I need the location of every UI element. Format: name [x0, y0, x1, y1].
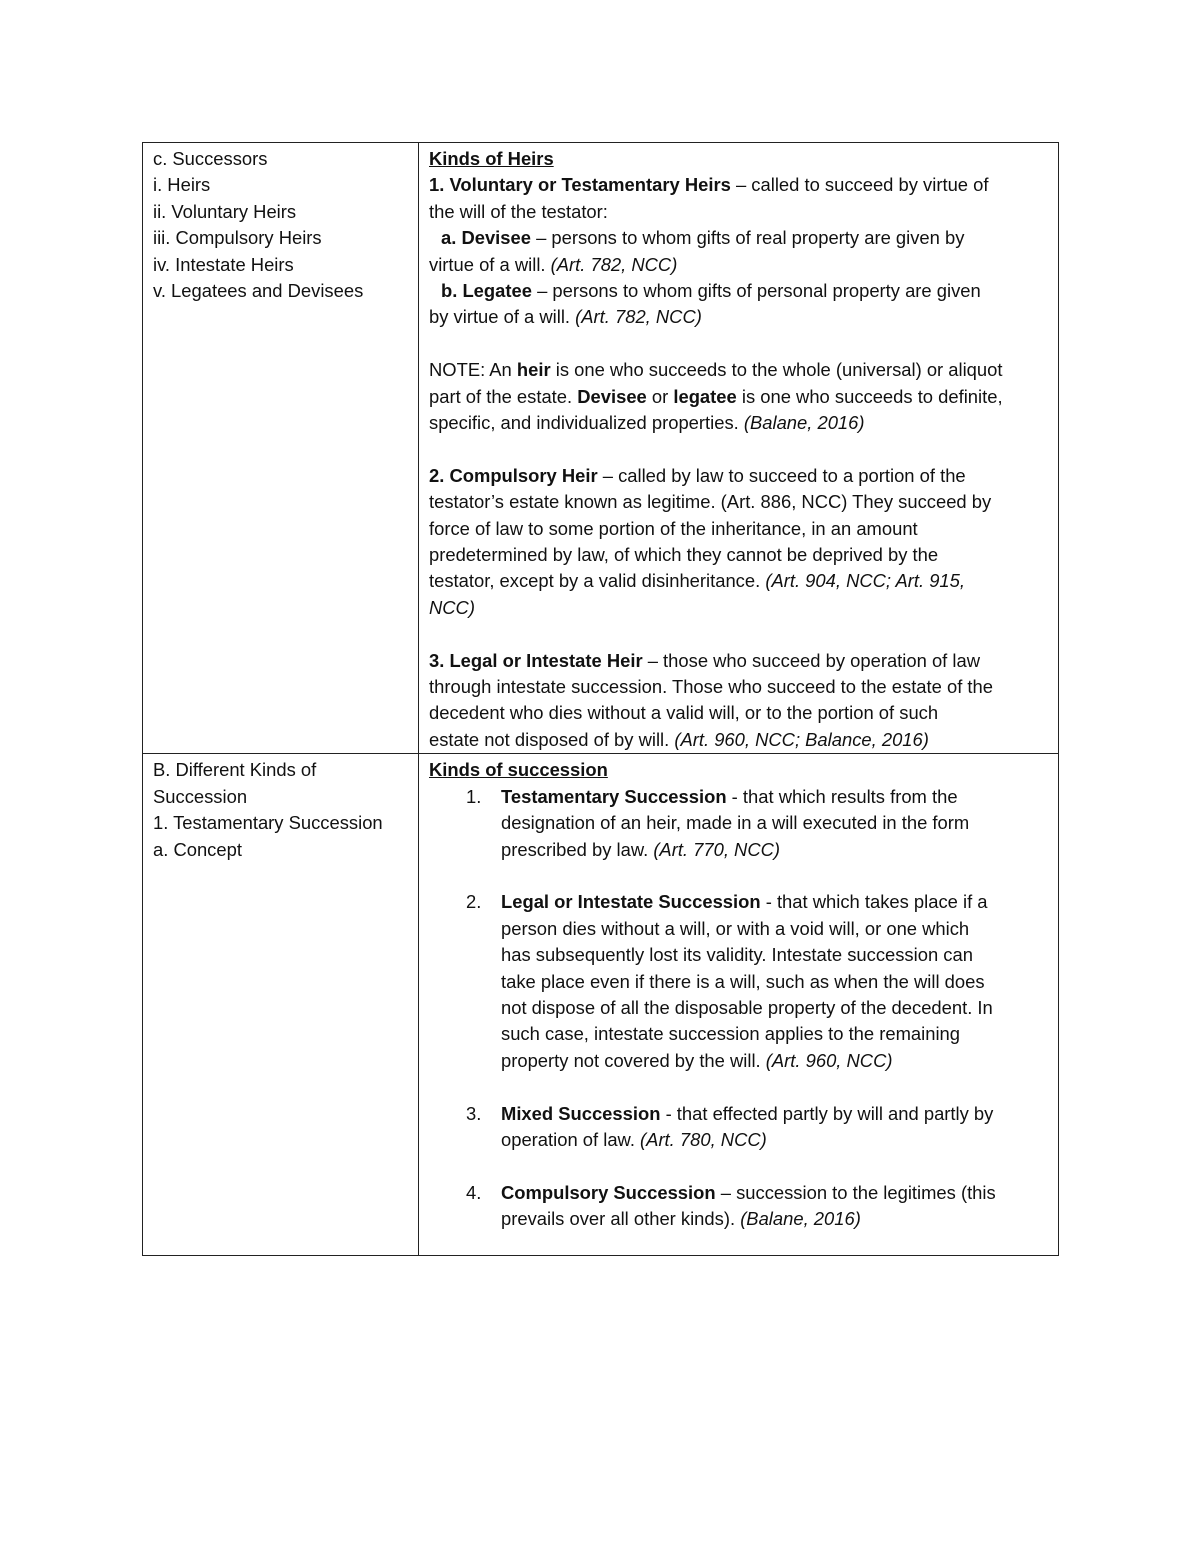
topic-line: c. Successors	[153, 148, 268, 169]
text-line	[501, 889, 1052, 915]
text-line: decedent who dies without a valid will, or to the portion of such	[429, 702, 939, 724]
text: – persons to whom gifts of personal property are given	[531, 280, 981, 302]
spacer	[429, 436, 1052, 462]
compulsory-heir-line	[429, 463, 1052, 489]
topic-cell	[143, 143, 419, 754]
text-line: has subsequently lost its validity. Intestate succession can	[501, 944, 973, 966]
topic-line: B. Different Kinds of	[153, 759, 317, 781]
text-line	[429, 304, 1052, 330]
term: Devisee	[577, 385, 647, 407]
text-line	[429, 568, 1052, 594]
citation: (Balane, 2016)	[740, 1208, 861, 1230]
text: estate not disposed of by will.	[429, 728, 675, 750]
spacer	[429, 621, 1052, 647]
text-line: predetermined by law, of which they cannot be deprived by the	[429, 544, 939, 566]
text: virtue of a will.	[429, 253, 551, 275]
citation: (Art. 780, NCC)	[640, 1128, 767, 1150]
text: or	[646, 385, 674, 407]
text: part of the estate.	[429, 385, 578, 407]
list-number: 3.	[466, 1102, 482, 1124]
section-heading: Kinds of succession	[429, 759, 608, 781]
text: – called by law to succeed to a portion of the	[597, 464, 966, 486]
table-row	[143, 143, 1059, 754]
section-heading: Kinds of Heirs	[429, 148, 554, 169]
list-item-title: Mixed Succession	[501, 1102, 661, 1124]
note-line	[429, 410, 1052, 436]
citation: (Art. 960, NCC; Balance, 2016)	[674, 728, 929, 750]
citation: (Art. 782, NCC)	[550, 253, 678, 275]
list-item-title: Compulsory Succession	[501, 1181, 716, 1203]
text: NOTE: An	[429, 359, 517, 381]
text-line	[501, 837, 1052, 863]
text: testator, except by a valid disinheritance.	[429, 570, 766, 592]
text-line	[429, 252, 1052, 278]
outline-table	[142, 142, 1059, 1256]
content-cell	[419, 143, 1059, 754]
topic-line: ii. Voluntary Heirs	[153, 200, 297, 222]
note-line	[429, 357, 1052, 383]
legal-heir-title: 3. Legal or Intestate Heir	[429, 649, 643, 671]
text: – persons to whom gifts of real property are given by	[530, 227, 965, 249]
content-cell	[419, 754, 1059, 1256]
term: legatee	[673, 385, 737, 407]
list-item-title: Legal or Intestate Succession	[501, 891, 761, 913]
text-line	[501, 1127, 1052, 1153]
text-line: person dies without a will, or with a void will, or one which	[501, 917, 970, 939]
text-line: take place even if there is a will, such as when the will does	[501, 970, 985, 992]
list-item	[429, 784, 1052, 863]
topic-line: i. Heirs	[153, 174, 211, 196]
text: is one who succeeds to definite,	[736, 385, 1003, 407]
compulsory-heir-title: 2. Compulsory Heir	[429, 464, 598, 486]
voluntary-heir-title: 1. Voluntary or Testamentary Heirs	[429, 174, 731, 196]
text: prevails over all other kinds).	[501, 1208, 741, 1230]
note-line	[429, 384, 1052, 410]
list-number: 4.	[466, 1181, 482, 1203]
list-item	[429, 1180, 1052, 1233]
text: prescribed by law.	[501, 838, 654, 860]
legal-heir-line	[429, 648, 1052, 674]
list-item	[429, 1101, 1052, 1154]
text: specific, and individualized properties.	[429, 412, 744, 434]
text: by virtue of a will.	[429, 306, 576, 328]
topic-line: v. Legatees and Devisees	[153, 280, 364, 302]
text: - that which takes place if a	[760, 891, 988, 913]
citation: (Balane, 2016)	[743, 412, 865, 434]
text-line	[429, 595, 1052, 621]
text-line	[501, 1180, 1052, 1206]
text-line	[501, 784, 1052, 810]
text-line: force of law to some portion of the inheritance, in an amount	[429, 517, 918, 539]
legatee-term: b. Legatee	[441, 280, 532, 302]
text: property not covered by the will.	[501, 1049, 766, 1071]
text-line: through intestate succession. Those who succeed to the estate of the	[429, 676, 993, 698]
spacer	[429, 863, 1052, 889]
text: – those who succeed by operation of law	[642, 649, 980, 671]
text-line: the will of the testator:	[429, 200, 608, 222]
text-line: not dispose of all the disposable property of the decedent. In	[501, 996, 993, 1018]
citation: (Art. 904, NCC; Art. 915,	[765, 570, 965, 592]
topic-line: Succession	[153, 785, 248, 807]
text-line	[501, 1206, 1052, 1232]
text-line: designation of an heir, made in a will executed in the form	[501, 812, 970, 834]
text: – succession to the legitimes (this	[715, 1181, 996, 1203]
text: - that effected partly by will and partly by	[660, 1102, 994, 1124]
text: – called to succeed by virtue of	[730, 174, 989, 196]
text-line: such case, intestate succession applies to the remaining	[501, 1023, 961, 1045]
text-line	[429, 727, 1052, 753]
text-line	[501, 1101, 1052, 1127]
citation: (Art. 770, NCC)	[653, 838, 781, 860]
text: - that which results from the	[726, 785, 958, 807]
voluntary-heir-line	[429, 172, 1052, 198]
text-line: testator’s estate known as legitime. (Art. 886, NCC) They succeed by	[429, 491, 992, 513]
list-number: 1.	[466, 785, 482, 807]
text-line	[501, 1048, 1052, 1074]
text: is one who succeeds to the whole (universal) or aliquot	[550, 359, 1003, 381]
list-number: 2.	[466, 891, 482, 913]
term: heir	[516, 359, 551, 381]
devisee-term: a. Devisee	[441, 227, 531, 249]
list-item-title: Testamentary Succession	[501, 785, 727, 807]
topic-line: a. Concept	[153, 838, 242, 860]
topic-line: iii. Compulsory Heirs	[153, 227, 322, 249]
citation: (Art. 782, NCC)	[575, 306, 702, 328]
devisee-line	[429, 225, 1052, 251]
spacer	[429, 1153, 1052, 1179]
table-row	[143, 754, 1059, 1256]
topic-cell	[143, 754, 419, 1256]
list-item	[429, 889, 1052, 1074]
citation: (Art. 960, NCC)	[765, 1049, 893, 1071]
legatee-line	[429, 278, 1052, 304]
spacer	[429, 331, 1052, 357]
citation: NCC)	[429, 596, 475, 618]
topic-line: iv. Intestate Heirs	[153, 253, 294, 275]
text: operation of law.	[501, 1128, 641, 1150]
topic-line: 1. Testamentary Succession	[153, 812, 383, 834]
spacer	[429, 1074, 1052, 1100]
